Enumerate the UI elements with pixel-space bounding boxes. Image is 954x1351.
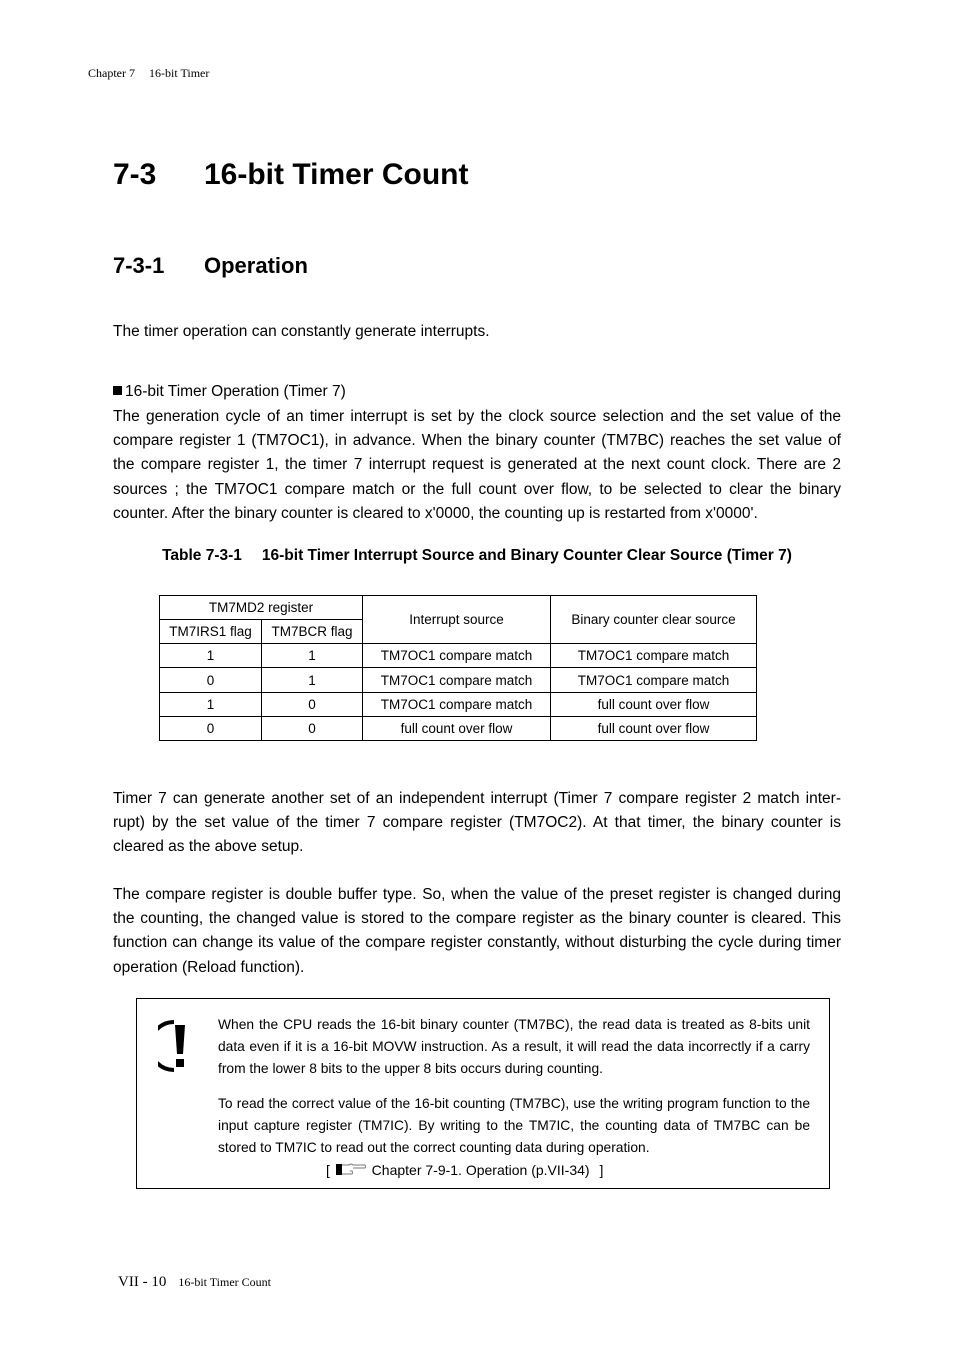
pointing-hand-icon bbox=[335, 1162, 367, 1176]
footer-title: 16-bit Timer Count bbox=[178, 1275, 272, 1289]
table-header-clear-source: Binary counter clear source bbox=[551, 596, 757, 644]
ref-open-bracket: [ bbox=[326, 1162, 330, 1178]
page-footer bbox=[118, 1273, 271, 1291]
running-header bbox=[88, 66, 209, 81]
warning-exclamation-icon bbox=[158, 1020, 206, 1072]
table-header-interrupt-source: Interrupt source bbox=[363, 596, 551, 644]
timer7-interrupt-paragraph: Timer 7 can generate another set of an independent interrupt (Timer 7 compare register 2 match inter-rupt) by the set value of the timer 7 compare register (TM7OC2). At that timer, the binary counter is cleared as the above setup. bbox=[113, 790, 841, 856]
cell-irs1: 0 bbox=[160, 716, 262, 740]
chapter-reference-link[interactable] bbox=[326, 1162, 603, 1178]
note-paragraph-1: When the CPU reads the 16-bit binary counter (TM7BC), the read data is treated as 8-bits unit data even if it is a 16-bit MOVW instruction. As a result, it will read the data incorrectly if a carry from the lower 8 bits to the upper 8 bits occurs during counting. bbox=[218, 1017, 810, 1076]
header-chapter: Chapter 7 bbox=[88, 66, 135, 80]
ref-close-bracket: ] bbox=[599, 1162, 604, 1178]
cell-irs1: 1 bbox=[160, 644, 262, 668]
subsection-title-text: Operation bbox=[204, 253, 308, 278]
table-row bbox=[160, 668, 757, 692]
cell-bcr: 1 bbox=[262, 644, 363, 668]
header-chapter-title: 16-bit Timer bbox=[149, 66, 210, 80]
intro-paragraph: The timer operation can constantly generate interrupts. bbox=[113, 323, 490, 340]
cell-clear: TM7OC1 compare match bbox=[551, 668, 757, 692]
section-title-text: 16-bit Timer Count bbox=[204, 158, 469, 191]
cell-interrupt: TM7OC1 compare match bbox=[363, 644, 551, 668]
subsection-title bbox=[113, 253, 308, 279]
interrupt-source-table bbox=[159, 595, 757, 741]
section-title bbox=[113, 158, 468, 192]
ref-text: Chapter 7-9-1. Operation (p.VII-34) bbox=[371, 1162, 590, 1178]
operation-heading-text: 16-bit Timer Operation (Timer 7) bbox=[125, 383, 346, 400]
section-number: 7-3 bbox=[113, 158, 157, 191]
cell-irs1: 1 bbox=[160, 692, 262, 716]
cell-bcr: 0 bbox=[262, 716, 363, 740]
note-paragraph-2: To read the correct value of the 16-bit counting (TM7BC), use the writing program function to the input capture register (TM7IC). By writing to the TM7IC, the counting data of TM7BC can be stored to TM7IC to read out the correct counting data during operation. bbox=[218, 1096, 810, 1155]
table-group-header: TM7MD2 register bbox=[160, 596, 363, 620]
table-row bbox=[160, 716, 757, 740]
cell-clear: TM7OC1 compare match bbox=[551, 644, 757, 668]
table-row bbox=[160, 644, 757, 668]
table-caption-title: 16-bit Timer Interrupt Source and Binary Counter Clear Source (Timer 7) bbox=[261, 547, 792, 564]
cell-irs1: 0 bbox=[160, 668, 262, 692]
footer-page-number: VII - 10 bbox=[118, 1274, 167, 1290]
operation-heading bbox=[113, 380, 841, 404]
table-row bbox=[160, 692, 757, 716]
table-header-irs1-flag: TM7IRS1 flag bbox=[160, 620, 262, 644]
table-header-bcr-flag: TM7BCR flag bbox=[262, 620, 363, 644]
cell-interrupt: TM7OC1 compare match bbox=[363, 668, 551, 692]
operation-paragraph: The generation cycle of an timer interrupt is set by the clock source selection and the set value of the compare register 1 (TM7OC1), in advance. When the binary counter (TM7BC) reaches the set value of the compare register 1, the timer 7 interrupt request is generated at the next count clock. There are 2 sources ; the TM7OC1 compare match or the full count over flow, to be selected to clear the binary counter. After the binary counter is cleared to x'0000, the counting up is restarted from x'0000'. bbox=[113, 408, 841, 522]
table-caption-number: Table 7-3-1 bbox=[162, 547, 242, 564]
cell-clear: full count over flow bbox=[551, 716, 757, 740]
cell-interrupt: full count over flow bbox=[363, 716, 551, 740]
cell-interrupt: TM7OC1 compare match bbox=[363, 692, 551, 716]
cell-clear: full count over flow bbox=[551, 692, 757, 716]
black-square-bullet-icon bbox=[113, 386, 122, 395]
subsection-number: 7-3-1 bbox=[113, 253, 165, 278]
cell-bcr: 1 bbox=[262, 668, 363, 692]
double-buffer-paragraph: The compare register is double buffer type. So, when the value of the preset register is changed during the counting, the changed value is stored to the compare register as the binary counter is cleared. This function can change its value of the compare register constantly, without disturbing the cycle during timer operation (Reload function). bbox=[113, 886, 841, 976]
cell-bcr: 0 bbox=[262, 692, 363, 716]
table-caption bbox=[113, 547, 841, 565]
